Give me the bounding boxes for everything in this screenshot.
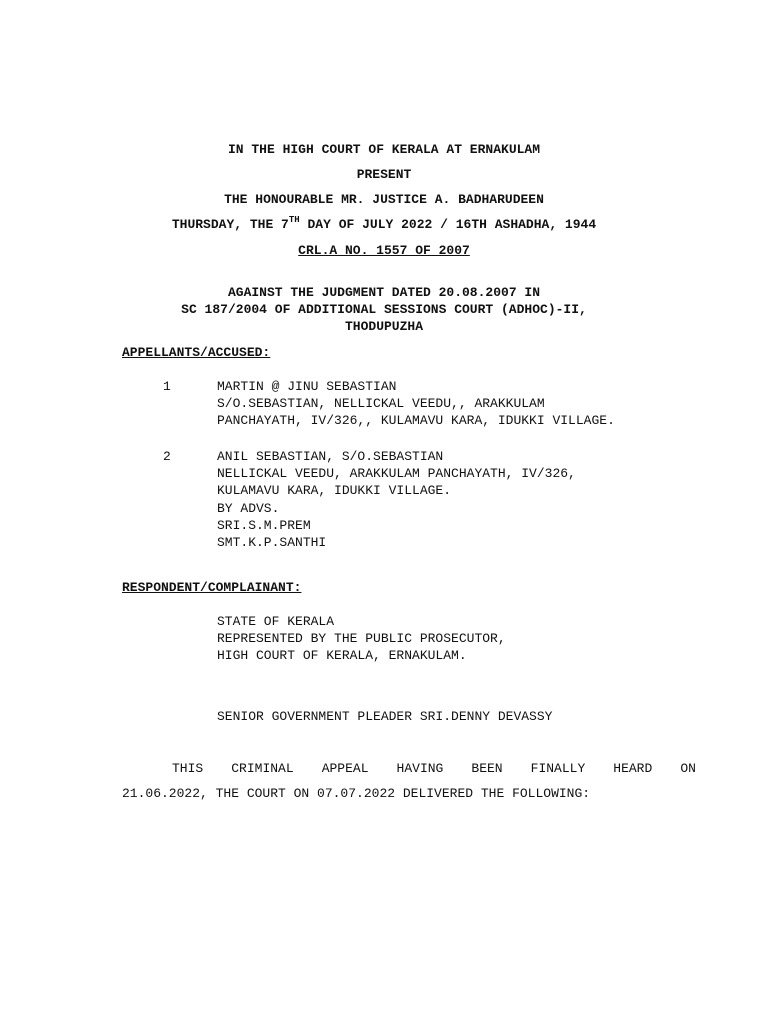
closing-word: CRIMINAL xyxy=(231,761,294,776)
appellant-2-line-2: NELLICKAL VEEDU, ARAKKULAM PANCHAYATH, IV/326, xyxy=(217,466,576,481)
respondent-line-1: STATE OF KERALA xyxy=(217,614,335,629)
appellant-2-line-1: ANIL SEBASTIAN, S/O.SEBASTIAN xyxy=(217,449,444,464)
closing-word: THIS xyxy=(172,761,204,776)
against-line-3: THODUPUZHA xyxy=(344,319,423,334)
respondent-heading: RESPONDENT/COMPLAINANT: xyxy=(122,580,302,595)
closing-line-2: 21.06.2022, THE COURT ON 07.07.2022 DELIVERED THE FOLLOWING: xyxy=(122,786,591,801)
closing-word: FINALLY xyxy=(530,761,586,776)
advocates-label: BY ADVS. xyxy=(217,501,280,516)
against-line-2: SC 187/2004 OF ADDITIONAL SESSIONS COURT (ADHOC)-II, xyxy=(181,302,587,317)
closing-word: APPEAL xyxy=(321,761,369,776)
against-line-1: AGAINST THE JUDGMENT DATED 20.08.2007 IN xyxy=(227,285,541,300)
appellant-1-line-2: S/O.SEBASTIAN, NELLICKAL VEEDU,, ARAKKULAM xyxy=(217,396,545,411)
present-label: PRESENT xyxy=(356,167,412,182)
court-title: IN THE HIGH COURT OF KERALA AT ERNAKULAM xyxy=(227,142,541,157)
closing-word: BEEN xyxy=(471,761,503,776)
respondent-line-3: HIGH COURT OF KERALA, ERNAKULAM. xyxy=(217,648,467,663)
closing-word: HAVING xyxy=(396,761,444,776)
advocate-2: SMT.K.P.SANTHI xyxy=(217,535,327,550)
appellant-1-number: 1 xyxy=(163,379,171,394)
date-suffix: DAY OF JULY 2022 / 16TH ASHADHA, 1944 xyxy=(299,217,597,232)
closing-line-1 xyxy=(172,761,696,777)
case-number xyxy=(0,243,768,259)
justice-name: THE HONOURABLE MR. JUSTICE A. BADHARUDEEN xyxy=(224,192,544,207)
case-number-text: CRL.A NO. 1557 OF 2007 xyxy=(298,243,470,258)
date-superscript: TH xyxy=(288,215,300,225)
respondent-line-2: REPRESENTED BY THE PUBLIC PROSECUTOR, xyxy=(217,631,506,646)
hearing-date xyxy=(0,217,768,233)
appellant-2-number: 2 xyxy=(163,449,171,464)
advocate-1: SRI.S.M.PREM xyxy=(217,518,311,533)
appellants-heading: APPELLANTS/ACCUSED: xyxy=(122,345,271,360)
appellant-2-line-3: KULAMAVU KARA, IDUKKI VILLAGE. xyxy=(217,483,452,498)
appellant-1-line-3: PANCHAYATH, IV/326,, KULAMAVU KARA, IDUKKI VILLAGE. xyxy=(217,413,615,428)
date-prefix: THURSDAY, THE 7 xyxy=(171,217,289,232)
closing-word: HEARD xyxy=(613,761,653,776)
closing-word: ON xyxy=(680,761,696,776)
appellant-1-line-1: MARTIN @ JINU SEBASTIAN xyxy=(217,379,397,394)
government-pleader: SENIOR GOVERNMENT PLEADER SRI.DENNY DEVASSY xyxy=(217,709,553,724)
